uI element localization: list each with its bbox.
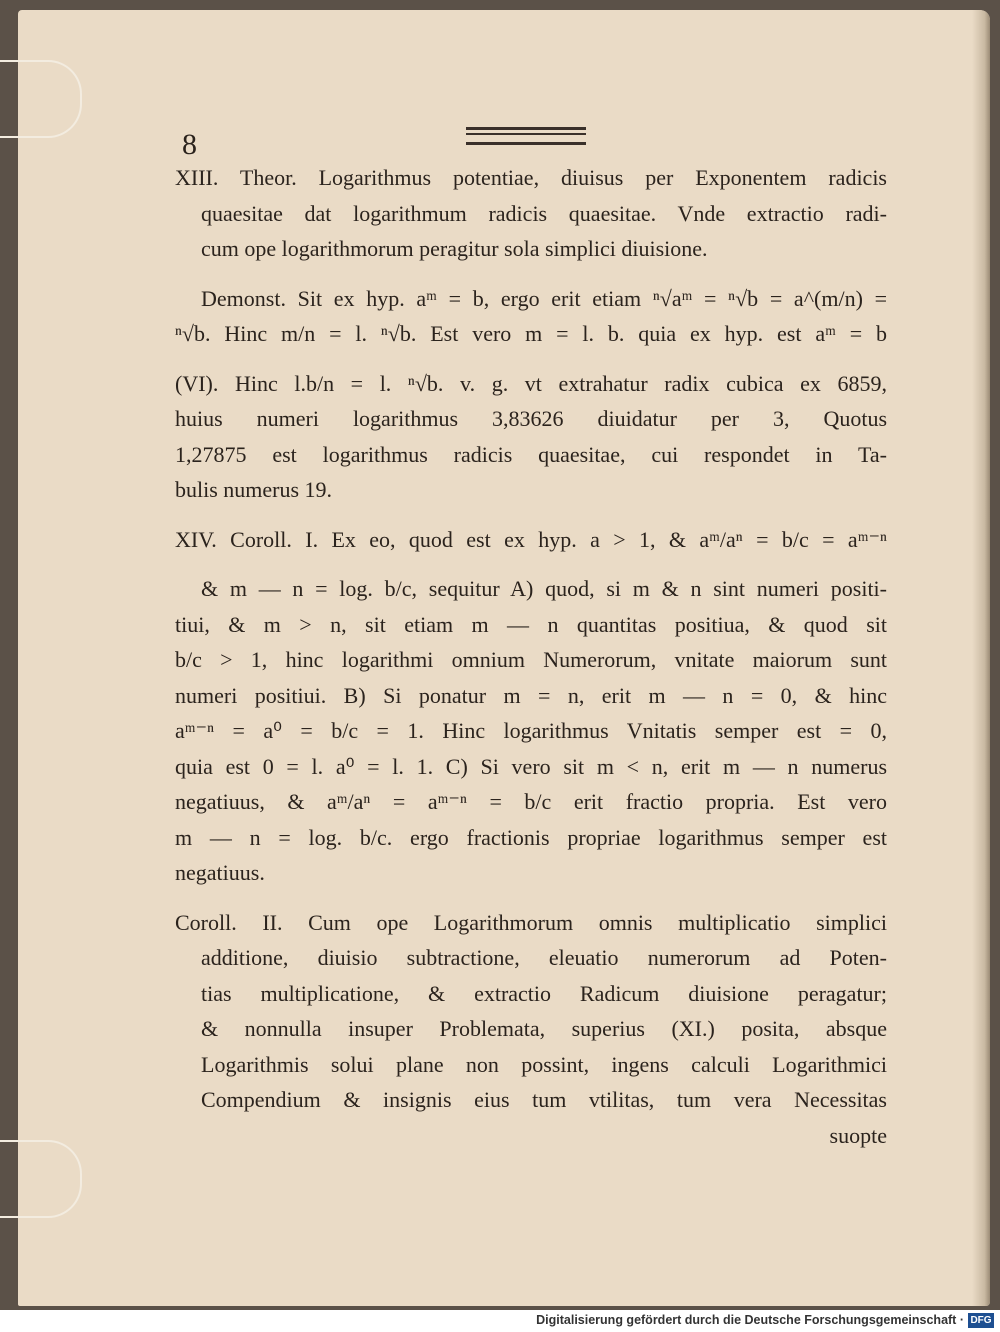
- text-line: numeri positiui. B) Si ponatur m = n, erit m — n = 0, & hinc: [175, 682, 887, 708]
- page-edge-shadow: [972, 10, 990, 1306]
- text-line: bulis numerus 19.: [175, 477, 333, 502]
- text-line: m — n = log. b/c. ergo fractionis propriae logarithmus semper est: [175, 824, 887, 850]
- text-line: Demonst. Sit ex hyp. aᵐ = b, ergo erit etiam ⁿ√aᵐ = ⁿ√b = a^(m/n) =: [201, 285, 887, 311]
- text-line: huius numeri logarithmus 3,83626 diuidatur per 3, Quotus: [175, 406, 887, 431]
- dfg-logo-icon: DFG: [968, 1313, 994, 1328]
- text-line: quia est 0 = l. a⁰ = l. 1. C) Si vero sit m < n, erit m — n numerus: [175, 753, 887, 779]
- text-line: tias multiplicatione, & extractio Radicum diuisione peragatur;: [201, 980, 887, 1006]
- text-line: (VI). Hinc l.b/n = l. ⁿ√b. v. g. vt extrahatur radix cubica ex 6859,: [175, 370, 887, 396]
- text-line: & m — n = log. b/c, sequitur A) quod, si m & n sint numeri positi-: [201, 576, 887, 601]
- text-line: XIV. Coroll. I. Ex eo, quod est ex hyp. a > 1, & aᵐ/aⁿ = b/c = aᵐ⁻ⁿ: [175, 526, 887, 552]
- text-line: b/c > 1, hinc logarithmi omnium Numerorum, vnitate maiorum sunt: [175, 647, 887, 672]
- binding-clip-top: [0, 60, 82, 138]
- text-line: negatiuus, & aᵐ/aⁿ = aᵐ⁻ⁿ = b/c erit fractio propria. Est vero: [175, 789, 887, 814]
- text-line: tiui, & m > n, sit etiam m — n quantitas positiua, & quod sit: [175, 611, 887, 637]
- digitization-footer: [0, 1310, 1000, 1332]
- page-number: 8: [182, 128, 197, 161]
- text-line: ⁿ√b. Hinc m/n = l. ⁿ√b. Est vero m = l. b. quia ex hyp. est aᵐ = b: [175, 321, 887, 346]
- text-line: 1,27875 est logarithmus radicis quaesitae, cui respondet in Ta-: [175, 441, 887, 467]
- catchword: suopte: [829, 1122, 887, 1148]
- text-line: XIII. Theor. Logarithmus potentiae, diuisus per Exponentem radicis: [175, 165, 887, 190]
- text-line: cum ope logarithmorum peragitur sola simplici diuisione.: [201, 236, 708, 261]
- text-line: negatiuus.: [175, 860, 265, 885]
- text-line: Compendium & insignis eius tum vtilitas, tum vera Necessitas: [201, 1087, 887, 1112]
- header-ornament: [466, 127, 586, 145]
- text-line: quaesitae dat logarithmum radicis quaesitae. Vnde extractio radi-: [201, 200, 887, 226]
- text-line: & nonnulla insuper Problemata, superius (XI.) posita, absque: [201, 1016, 887, 1041]
- text-line: Logarithmis solui plane non possint, ingens calculi Logarithmici: [201, 1051, 887, 1077]
- binding-clip-bottom: [0, 1140, 82, 1218]
- text-line: Coroll. II. Cum ope Logarithmorum omnis multiplicatio simplici: [175, 909, 887, 935]
- footer-credit: Digitalisierung gefördert durch die Deutsche Forschungsgemeinschaft ·: [536, 1313, 964, 1327]
- page-text: [175, 160, 887, 1153]
- text-line: aᵐ⁻ⁿ = a⁰ = b/c = 1. Hinc logarithmus Vnitatis semper est = 0,: [175, 718, 887, 743]
- text-line: additione, diuisio subtractione, eleuatio numerorum ad Poten-: [201, 945, 887, 970]
